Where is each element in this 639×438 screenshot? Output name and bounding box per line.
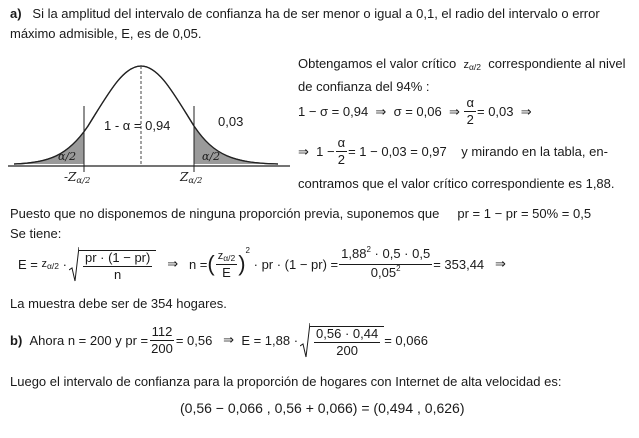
tail-value-label: 0,03 xyxy=(218,114,244,129)
se-tiene: Se tiene: xyxy=(10,226,62,241)
part-b-line: b) Ahora n = 200 y pr = $\frac{112}{200}$ = 0,56 ⇒ E = 1,88 · $\frac{0,56 \cdot 0,44}{200}$ = 0,066 xyxy=(10,323,428,358)
conclusion: La muestra debe ser de 354 hogares. xyxy=(10,296,227,311)
left-tail-label: α/2 xyxy=(58,150,77,163)
critical-line-1: Obtengamos el valor crítico zα/2 correspondiente al nivel xyxy=(298,56,626,72)
intro-line-1 xyxy=(10,6,600,21)
part-a-label: a) xyxy=(10,6,22,21)
critical-line-2: de confianza del 94% : xyxy=(298,79,430,94)
interval-text: Luego el intervalo de confianza para la proporción de hogares con Internet de alta velocidad es: xyxy=(10,374,562,389)
pos-z-label: Zα/2 xyxy=(180,170,203,186)
interval-result: (0,56 − 0,066 , 0,56 + 0,066) = (0,494 , 0,626) xyxy=(180,400,465,416)
intro-text-1: Si la amplitud del intervalo de confianza ha de ser menor o igual a 0,1, el radio del intervalo o error xyxy=(32,6,600,21)
prior-line: Puesto que no disponemos de ninguna proporción previa, suponemos que pr = 1 − pr = 50% = 0,5 xyxy=(10,206,592,221)
critical-line-3: 1 − σ = 0,94 ⇒ σ = 0,06 ⇒ $\frac{\alpha}{2}$ = 0,03 ⇒ xyxy=(298,95,532,127)
center-area-label: 1 - α = 0,94 xyxy=(104,118,171,133)
critical-line-4: ⇒ 1 − $\frac{\alpha}{2}$ = 1 − 0,03 = 0,97 y mirando en la tabla, en- xyxy=(298,135,608,167)
intro-text-2: máximo admisible, E, es de 0,05. xyxy=(10,26,202,41)
right-tail-label: α/2 xyxy=(202,150,221,163)
critical-line-5: contramos que el valor crítico correspondiente es 1,88. xyxy=(298,176,615,191)
neg-z-label: -Zα/2 xyxy=(64,170,91,186)
sample-size-formula: E = z α/2 · $\frac{pr \cdot (1 - pr)}{n}$ ⇒ n = ( $\frac{z\alpha/2}{E}$ ) 2 · pr · (1 − pr) = $\frac{1,88^2 \cdot 0,5 \cdot 0,5}{0,05^2}$ = 353,44 ⇒ xyxy=(18,244,506,282)
